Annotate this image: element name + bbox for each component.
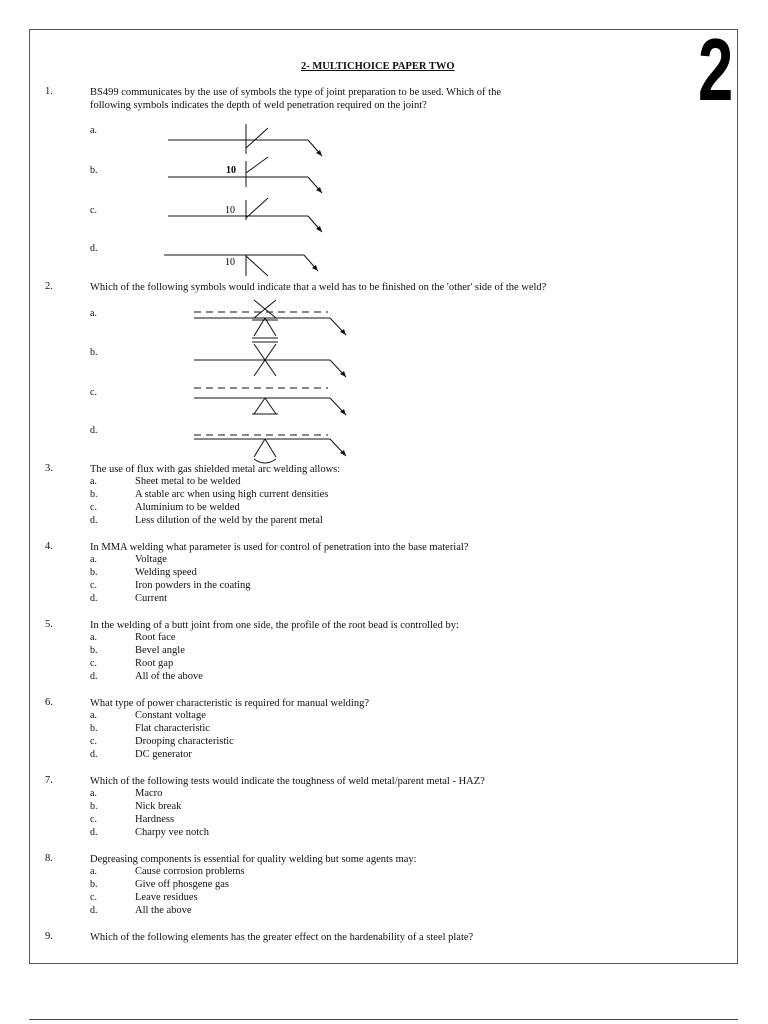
q4-option-d-letter: d. — [90, 593, 98, 604]
question-text-3: The use of flux with gas shielded metal arc welding allows: — [90, 464, 341, 475]
question-text-6: What type of power characteristic is required for manual welding? — [90, 698, 370, 709]
page-number: 2 — [698, 20, 734, 119]
q8-option-a: Cause corrosion problems — [135, 866, 245, 877]
q6-option-b: Flat characteristic — [135, 723, 210, 734]
bottom-rule — [29, 1019, 738, 1020]
question-number-1: 1. — [45, 86, 53, 97]
q6-option-d: DC generator — [135, 749, 192, 760]
q2-option-b-letter: b. — [90, 347, 98, 358]
q3-option-d: Less dilution of the weld by the parent metal — [135, 515, 323, 526]
question-text-7: Which of the following tests would indicate the toughness of weld metal/parent metal - HAZ? — [90, 776, 485, 787]
q8-option-c: Leave residues — [135, 892, 198, 903]
question-number-9: 9. — [45, 931, 53, 942]
q7-option-d: Charpy vee notch — [135, 827, 210, 838]
q1-symbol-c — [160, 196, 340, 241]
q3-option-a-letter: a. — [90, 476, 97, 487]
q8-option-c-letter: c. — [90, 892, 97, 903]
q6-option-a: Constant voltage — [135, 710, 206, 721]
question-number-7: 7. — [45, 775, 53, 786]
q2-option-d-letter: d. — [90, 425, 98, 436]
question-text-1: BS499 communicates by the use of symbols the type of joint preparation to be used. Which of the following symbols indicates the depth of weld penetration required on the joint? — [90, 87, 501, 111]
question-text-2: Which of the following symbols would indicate that a weld has to be finished on the 'other' side of the weld? — [90, 282, 547, 293]
q8-option-d: All the above — [135, 905, 192, 916]
paper-title: 2- MULTICHOICE PAPER TWO — [301, 61, 455, 72]
q1-d-dimension: 10 — [225, 257, 235, 268]
q1-symbol-d — [160, 246, 340, 286]
q6-option-b-letter: b. — [90, 723, 98, 734]
q7-option-b: Nick break — [135, 801, 182, 812]
q3-option-b: A stable arc when using high current densities — [135, 489, 329, 500]
q7-option-a: Macro — [135, 788, 163, 799]
q5-option-b: Bevel angle — [135, 645, 185, 656]
q4-option-a: Voltage — [135, 554, 167, 565]
q4-option-b-letter: b. — [90, 567, 98, 578]
q2-option-a-letter: a. — [90, 308, 97, 319]
question-text-5: In the welding of a butt joint from one side, the profile of the root bead is controlled by: — [90, 620, 459, 631]
question-number-2: 2. — [45, 281, 53, 292]
question-text-8: Degreasing components is essential for quality welding but some agents may: — [90, 854, 417, 865]
q1-option-b-letter: b. — [90, 165, 98, 176]
q2-symbol-c — [190, 378, 360, 423]
q3-option-c: Aluminium to be welded — [135, 502, 240, 513]
q6-option-d-letter: d. — [90, 749, 98, 760]
q4-option-d: Current — [135, 593, 168, 604]
q4-option-b: Welding speed — [135, 567, 197, 578]
q5-option-d: All of the above — [135, 671, 203, 682]
q3-option-b-letter: b. — [90, 489, 98, 500]
q4-option-c: Iron powders in the coating — [135, 580, 251, 591]
q4-option-a-letter: a. — [90, 554, 97, 565]
q5-option-c-letter: c. — [90, 658, 97, 669]
q5-option-c: Root gap — [135, 658, 174, 669]
q5-option-d-letter: d. — [90, 671, 98, 682]
q5-option-a: Root face — [135, 632, 176, 643]
question-number-5: 5. — [45, 619, 53, 630]
q1-option-c-letter: c. — [90, 205, 97, 216]
q6-option-c-letter: c. — [90, 736, 97, 747]
q1-c-dimension: 10 — [225, 205, 235, 216]
question-number-6: 6. — [45, 697, 53, 708]
q1-option-d-letter: d. — [90, 243, 98, 254]
q7-option-c-letter: c. — [90, 814, 97, 825]
q1-option-a-letter: a. — [90, 125, 97, 136]
q6-option-c: Drooping characteristic — [135, 736, 234, 747]
question-number-4: 4. — [45, 541, 53, 552]
q3-option-a: Sheet metal to be welded — [135, 476, 241, 487]
q5-option-b-letter: b. — [90, 645, 98, 656]
q8-option-b: Give off phosgene gas — [135, 879, 229, 890]
q7-option-a-letter: a. — [90, 788, 97, 799]
q7-option-d-letter: d. — [90, 827, 98, 838]
q5-option-a-letter: a. — [90, 632, 97, 643]
q7-option-c: Hardness — [135, 814, 175, 825]
question-text-4: In MMA welding what parameter is used for control of penetration into the base material? — [90, 542, 469, 553]
q6-option-a-letter: a. — [90, 710, 97, 721]
question-number-3: 3. — [45, 463, 53, 474]
question-number-8: 8. — [45, 853, 53, 864]
q1-b-dimension: 10 — [226, 165, 236, 176]
q8-option-b-letter: b. — [90, 879, 98, 890]
q3-option-d-letter: d. — [90, 515, 98, 526]
q8-option-d-letter: d. — [90, 905, 98, 916]
q4-option-c-letter: c. — [90, 580, 97, 591]
q2-option-c-letter: c. — [90, 387, 97, 398]
q7-option-b-letter: b. — [90, 801, 98, 812]
q3-option-c-letter: c. — [90, 502, 97, 513]
q2-symbol-a — [190, 296, 360, 341]
q8-option-a-letter: a. — [90, 866, 97, 877]
question-text-9: Which of the following elements has the greater effect on the hardenability of a steel plate? — [90, 932, 474, 943]
